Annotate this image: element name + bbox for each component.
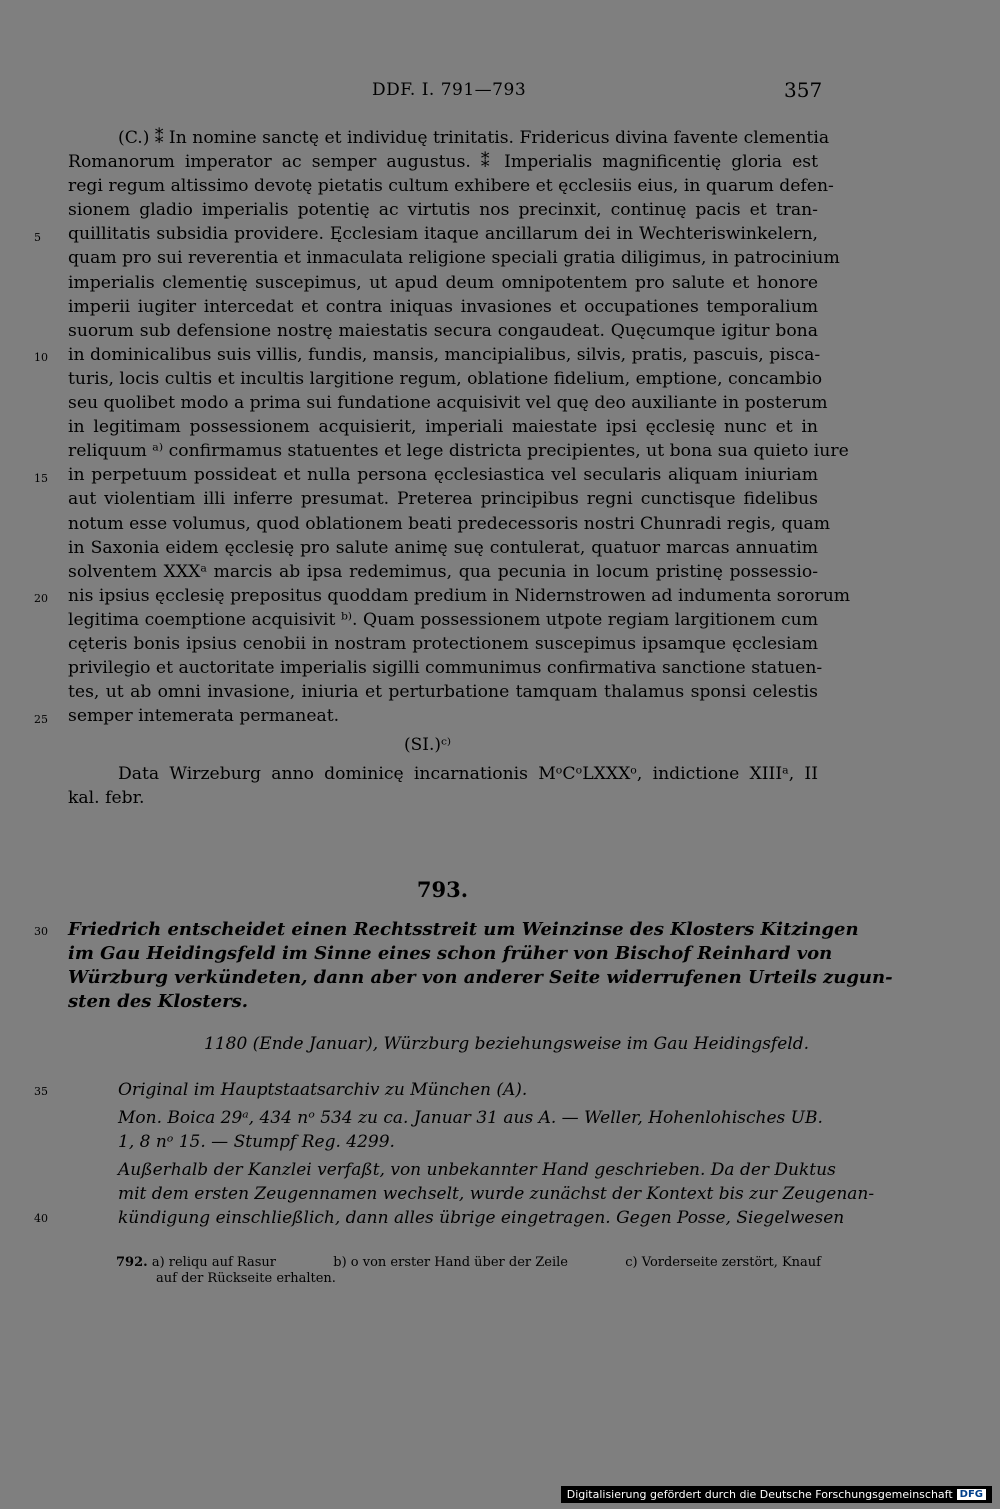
summary-line: Würzburg verkündeten, dann aber von anderer Seite widerrufenen Urteils zugun- — [68, 967, 893, 988]
line-number: 30 — [34, 925, 48, 938]
charter-text — [68, 126, 851, 728]
dating-clause — [68, 762, 818, 810]
charter-line: nis ipsius ęcclesię prepositus quoddam predium in Nidernstrowen ad indumenta sororum — [68, 585, 851, 606]
commentary-line: Außerhalb der Kanzlei verfaßt, von unbekannter Hand geschrieben. Da der Duktus — [118, 1160, 836, 1180]
charter-line: Romanorum imperator ac semper augustus. ⁑ Imperialis magnificentię gloria est — [68, 152, 818, 173]
sources-editions — [118, 1106, 823, 1154]
date-place: 1180 (Ende Januar), Würzburg beziehungsweise im Gau Heidingsfeld. — [204, 1034, 810, 1054]
charter-line: legitima coemptione acquisivit ᵇ⁾. Quam possessionem utpote regiam largitionem cum — [68, 609, 818, 630]
footnote-c: c) Vorderseite zerstört, Knauf — [625, 1255, 821, 1270]
footnote-b: b) o von erster Hand über der Zeile — [333, 1255, 568, 1270]
header-title: DDF. I. 791—793 — [372, 80, 527, 100]
original-line: Original im Hauptstaatsarchiv zu München (A). — [118, 1080, 528, 1100]
summary-line: sten des Klosters. — [68, 991, 248, 1012]
document-number: 793. — [416, 877, 469, 902]
charter-line: seu quolibet modo a prima sui fundatione acquisivit vel quę deo auxiliante in posterum — [68, 393, 828, 414]
commentary-line: mit dem ersten Zeugennamen wechselt, wurde zunächst der Kontext bis zur Zeugenan- — [118, 1184, 875, 1204]
charter-line: in legitimam possessionem acquisierit, imperiali maiestate ipsi ęcclesię nunc et in — [68, 417, 818, 438]
edition-line: Mon. Boica 29ᵃ, 434 nᵒ 534 zu ca. Januar 31 aus A. — Weller, Hohenlohisches UB. — [118, 1108, 823, 1128]
sources-commentary — [118, 1158, 875, 1230]
seal-line: (SI.)ᶜ⁾ — [404, 735, 452, 755]
line-number: 25 — [34, 713, 48, 726]
commentary-line: kündigung einschließlich, dann alles übrige eingetragen. Gegen Posse, Siegelwesen — [118, 1208, 845, 1228]
charter-line: privilegio et auctoritate imperialis sigilli communimus confirmativa sanctione statuen- — [68, 658, 823, 679]
charter-line: in dominicalibus suis villis, fundis, mansis, mancipialibus, silvis, pratis, pascuis, pisca- — [68, 344, 821, 365]
charter-line: in perpetuum possideat et nulla persona ęcclesiastica vel secularis aliquam iniuriam — [68, 465, 818, 486]
charter-line: sionem gladio imperialis potentię ac virtutis nos precinxit, continuę pacis et tran- — [68, 200, 818, 221]
charter-line: turis, locis cultis et incultis largitione regum, oblatione fidelium, emptione, concambio — [68, 368, 823, 389]
line-number: 35 — [34, 1085, 48, 1098]
banner-text: Digitalisierung gefördert durch die Deutsche Forschungsgemeinschaft — [566, 1488, 953, 1501]
charter-line: cęteris bonis ipsius cenobii in nostram protectionem suscepimus ipsamque ęcclesiam — [68, 633, 818, 654]
summary-line: im Gau Heidingsfeld im Sinne eines schon früher von Bischof Reinhard von — [68, 943, 833, 964]
line-number: 5 — [34, 231, 41, 244]
dfg-logo-icon: DFG — [957, 1489, 986, 1500]
regest-summary — [68, 918, 893, 1014]
charter-line: reliquum ᵃ⁾ confirmamus statuentes et lege districta precipientes, ut bona sua quieto iure — [68, 441, 849, 462]
charter-line: imperialis clementię suscepimus, ut apud deum omnipotentem pro salute et honore — [68, 272, 818, 293]
footnote-ref: 792. — [116, 1255, 148, 1270]
charter-line: suorum sub defensione nostrę maiestatis secura congaudeat. Quęcumque igitur bona — [68, 320, 818, 341]
sources-original — [118, 1078, 818, 1102]
charter-line: solventem XXXᵃ marcis ab ipsa redemimus, qua pecunia in locum pristinę possessio- — [68, 561, 818, 582]
charter-line: regi regum altissimo devotę pietatis cultum exhibere et ęcclesiis eius, in quarum defen- — [68, 176, 834, 197]
charter-line: quillitatis subsidia providere. Ęcclesiam itaque ancillarum dei in Wechteriswinkelern, — [68, 224, 818, 245]
charter-line: semper intemerata permaneat. — [68, 706, 340, 727]
charter-line: tes, ut ab omni invasione, iniuria et perturbatione tamquam thalamus sponsi celestis — [68, 682, 818, 703]
charter-line: quam pro sui reverentia et inmaculata religione speciali gratia diligimus, in patrocinium — [68, 248, 840, 269]
charter-line: imperii iugiter intercedat et contra iniquas invasiones et occupationes temporalium — [68, 296, 818, 317]
dating-line: kal. febr. — [68, 788, 145, 809]
line-number: 40 — [34, 1212, 48, 1225]
charter-line: aut violentiam illi inferre presumat. Preterea principibus regni cunctisque fidelibus — [68, 489, 818, 510]
footnote-c-cont: auf der Rückseite erhalten. — [156, 1271, 336, 1286]
dating-line: Data Wirzeburg anno dominicę incarnationis MᵒCᵒLXXXᵒ, indictione XIIIᵃ, II — [118, 764, 818, 784]
line-number: 15 — [34, 472, 48, 485]
page-number: 357 — [784, 78, 823, 102]
line-number: 10 — [34, 351, 48, 364]
edition-line: 1, 8 nᵒ 15. — Stumpf Reg. 4299. — [118, 1132, 395, 1152]
summary-line: Friedrich entscheidet einen Rechtsstreit um Weinzinse des Klosters Kitzingen — [68, 919, 859, 940]
footnotes — [116, 1255, 821, 1287]
footnote-a: a) reliqu auf Rasur — [151, 1255, 276, 1270]
line-number: 20 — [34, 592, 48, 605]
charter-line: in Saxonia eidem ęcclesię pro salute animę suę contulerat, quatuor marcas annuatim — [68, 537, 818, 558]
charter-line: (C.) ⁑ In nomine sanctę et individuę trinitatis. Fridericus divina favente clementia — [118, 128, 830, 148]
dfg-banner[interactable] — [561, 1486, 992, 1503]
charter-line: notum esse volumus, quod oblationem beati predecessoris nostri Chunradi regis, quam — [68, 513, 831, 534]
